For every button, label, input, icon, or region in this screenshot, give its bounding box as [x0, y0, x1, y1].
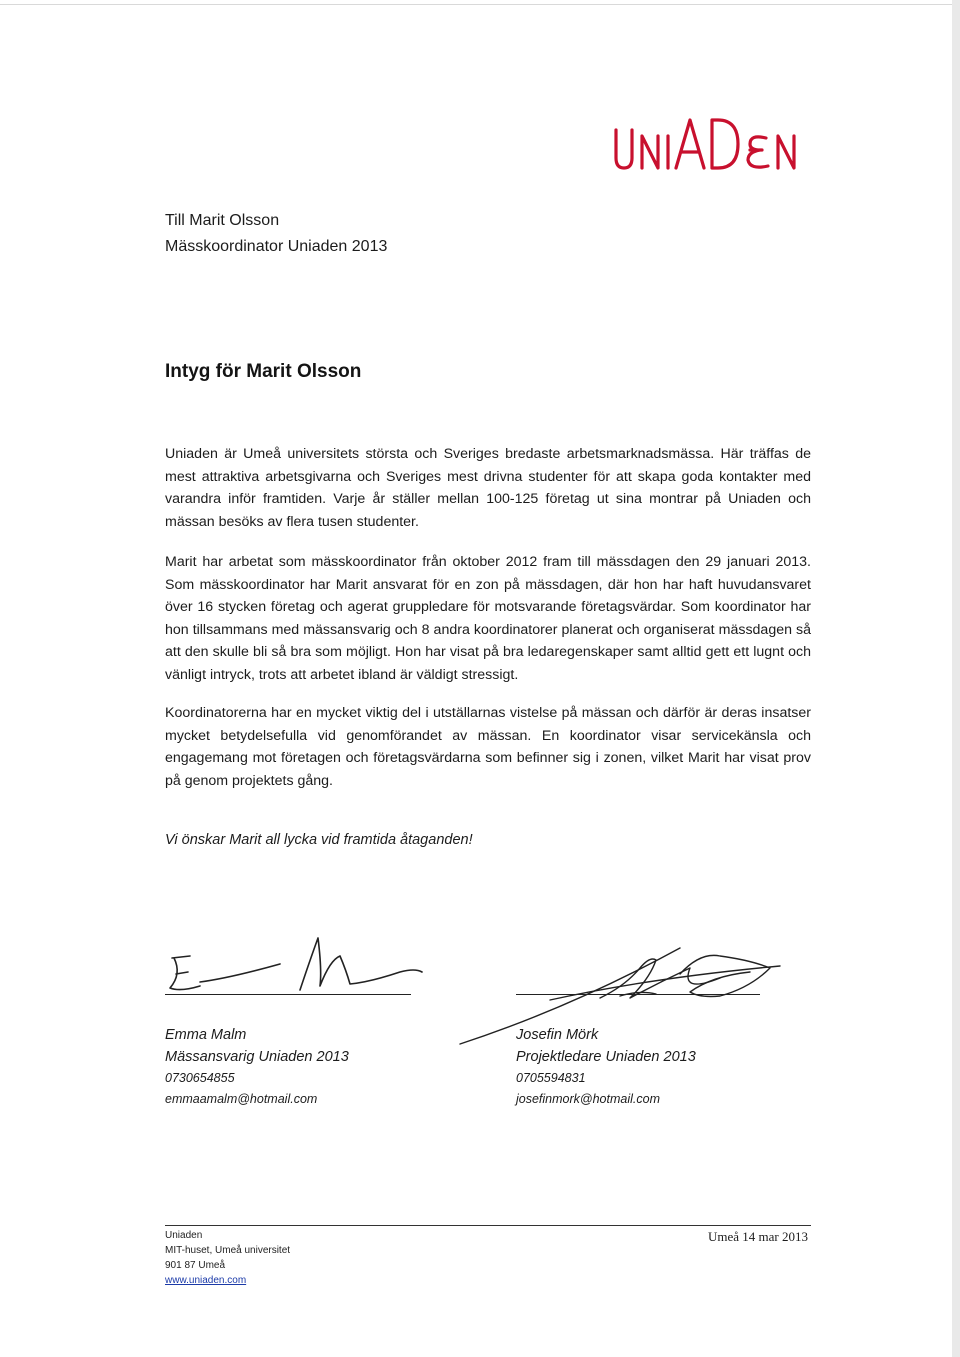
recipient-name: Till Marit Olsson — [165, 212, 280, 229]
scan-right-edge — [952, 0, 960, 1357]
recipient-role: Mässkoordinator Uniaden 2013 — [165, 238, 388, 255]
signer-role: Mässansvarig Uniaden 2013 — [165, 1049, 349, 1065]
signer-phone: 0730654855 — [165, 1071, 235, 1085]
footer-address — [165, 1228, 290, 1288]
footer-address-line2: 901 87 Umeå — [165, 1260, 226, 1271]
footer-org: Uniaden — [165, 1230, 203, 1241]
footer-website-link[interactable]: www.uniaden.com — [165, 1275, 247, 1286]
footer-divider — [165, 1225, 811, 1226]
paragraph-role: Marit har arbetat som mässkoordinator från oktober 2012 fram till mässdagen den 29 januari 2013. Som mässkoordinator har Marit ansvarat för en zon på mässdagen, där hon har haft huvudansvaret över 16 stycken företag och agerat gruppledare för motsvarande företagsvärdar. Som koordinator har hon tillsammans med mässansvarig och 8 andra koordinatorer planerat och organiserat mässdagen så att den skulle bli så bra som möjligt. Hon har visat på bra ledaregenskaper samt alltid gett ett lugnt och vänligt intryck, trots att arbetet ibland är väldigt stressigt. — [165, 554, 811, 683]
signer-email: josefinmork@hotmail.com — [516, 1092, 660, 1106]
signer-block-left — [165, 1024, 349, 1110]
paragraph-intro: Uniaden är Umeå universitets största och Sveriges bredaste arbetsmarknadsmässa. Här träffas de mest attraktiva arbetsgivarna och Sveriges mest drivna studenter för att skapa goda kontakter med varandra inför framtiden. Varje år ställer mellan 100-125 företag ut sina montrar på Uniaden och mässan besöks av flera tusen studenter. — [165, 446, 811, 530]
scan-top-edge — [0, 4, 960, 5]
letter-title: Intyg för Marit Olsson — [165, 361, 362, 382]
recipient-block — [165, 208, 387, 260]
signer-role: Projektledare Uniaden 2013 — [516, 1049, 696, 1065]
paragraph-coordinators: Koordinatorerna har en mycket viktig del i utställarnas vistelse på mässan och därför är deras insatser mycket betydelsefulla vid genomförandet av mässan. En koordinator visar servicekänsla och engagemang mot företagen och företagsvärdarna som befinner sig i zonen, vilket Marit har visat prov på genom projektets gång. — [165, 705, 811, 789]
signature-line-right — [516, 994, 760, 995]
signature-emma-malm — [160, 930, 430, 1000]
footer-address-line1: MIT-huset, Umeå universitet — [165, 1245, 291, 1256]
closing-wish: Vi önskar Marit all lycka vid framtida åtaganden! — [165, 832, 473, 848]
signer-block-right — [516, 1024, 696, 1110]
signature-line-left — [165, 994, 411, 995]
signer-email: emmaamalm@hotmail.com — [165, 1092, 318, 1106]
uniaden-logo — [610, 112, 815, 172]
footer-date: Umeå 14 mar 2013 — [708, 1229, 809, 1244]
signer-phone: 0705594831 — [516, 1071, 586, 1085]
signer-name: Emma Malm — [165, 1027, 247, 1043]
signer-name: Josefin Mörk — [516, 1027, 599, 1043]
